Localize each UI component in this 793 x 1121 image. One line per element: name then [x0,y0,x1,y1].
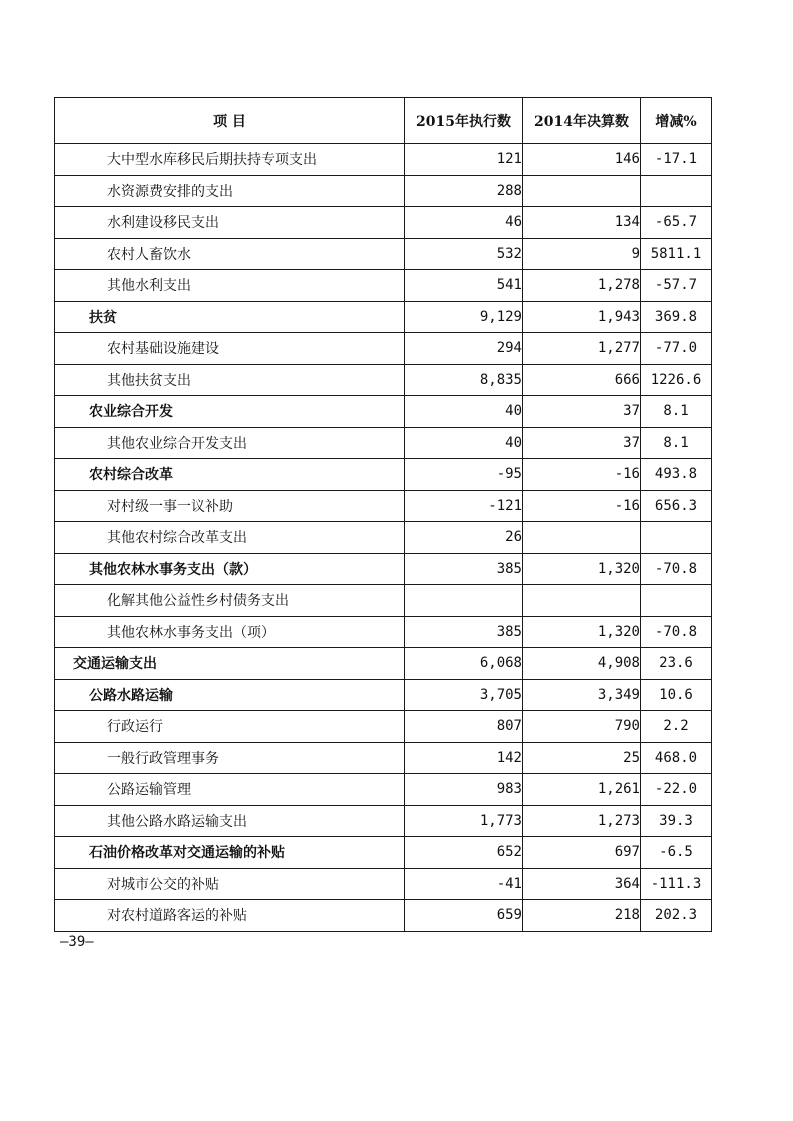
row-value-2015: -41 [405,868,523,900]
table-body [55,144,712,932]
row-item-label: 对城市公交的补贴 [55,868,405,900]
table-row [55,459,712,491]
table-row [55,711,712,743]
row-value-2015: 142 [405,742,523,774]
row-item-label: 公路水路运输 [55,679,405,711]
table-row [55,553,712,585]
row-change-percent: -111.3 [641,868,712,900]
table-row [55,427,712,459]
row-value-2014: 37 [523,396,641,428]
row-item-label: 石油价格改革对交通运输的补贴 [55,837,405,869]
row-item-label: 对村级一事一议补助 [55,490,405,522]
table-row [55,837,712,869]
row-value-2015: 46 [405,207,523,239]
row-value-2015: 807 [405,711,523,743]
row-item-label: 其他扶贫支出 [55,364,405,396]
row-value-2015: 983 [405,774,523,806]
row-change-percent: 202.3 [641,900,712,932]
row-change-percent: -70.8 [641,553,712,585]
row-value-2014: 4,908 [523,648,641,680]
row-value-2014: 1,278 [523,270,641,302]
table-row [55,805,712,837]
row-value-2014: 666 [523,364,641,396]
row-value-2014: 1,261 [523,774,641,806]
row-value-2014: 9 [523,238,641,270]
table-row [55,144,712,176]
row-item-label: 农村综合改革 [55,459,405,491]
row-item-label: 农村基础设施建设 [55,333,405,365]
row-change-percent: 468.0 [641,742,712,774]
row-value-2014: 3,349 [523,679,641,711]
row-value-2015: 121 [405,144,523,176]
row-value-2015: -95 [405,459,523,491]
row-change-percent: 39.3 [641,805,712,837]
budget-table [54,97,712,932]
row-item-label: 大中型水库移民后期扶持专项支出 [55,144,405,176]
table-row [55,522,712,554]
row-change-percent: 493.8 [641,459,712,491]
row-value-2015: 288 [405,175,523,207]
header-2014-final: 2014年决算数 [523,98,641,144]
row-value-2014 [523,175,641,207]
row-item-label: 其他农村综合改革支出 [55,522,405,554]
table-row [55,616,712,648]
header-item: 项 目 [55,98,405,144]
row-value-2015: 9,129 [405,301,523,333]
row-item-label: 对农村道路客运的补贴 [55,900,405,932]
row-value-2015: 3,705 [405,679,523,711]
table-row [55,774,712,806]
table-header-row [55,98,712,144]
row-change-percent: -6.5 [641,837,712,869]
row-value-2014 [523,585,641,617]
row-change-percent: 8.1 [641,396,712,428]
row-item-label: 扶贫 [55,301,405,333]
row-value-2015: 8,835 [405,364,523,396]
row-value-2014: 1,277 [523,333,641,365]
row-item-label: 其他农林水事务支出（款） [55,553,405,585]
table-row [55,585,712,617]
table-row [55,301,712,333]
row-value-2014: -16 [523,490,641,522]
table-row [55,396,712,428]
table-row [55,207,712,239]
row-value-2014: -16 [523,459,641,491]
row-item-label: 化解其他公益性乡村债务支出 [55,585,405,617]
row-value-2014: 697 [523,837,641,869]
row-value-2015: 26 [405,522,523,554]
row-change-percent: -65.7 [641,207,712,239]
row-value-2014: 134 [523,207,641,239]
table-row [55,175,712,207]
row-value-2015: 40 [405,396,523,428]
row-change-percent: -22.0 [641,774,712,806]
row-item-label: 其他农林水事务支出（项） [55,616,405,648]
row-change-percent: 369.8 [641,301,712,333]
row-item-label: 行政运行 [55,711,405,743]
row-change-percent: -57.7 [641,270,712,302]
row-change-percent: 2.2 [641,711,712,743]
table-row [55,364,712,396]
table-row [55,900,712,932]
header-change-percent: 增减% [641,98,712,144]
row-item-label: 公路运输管理 [55,774,405,806]
row-value-2015: 659 [405,900,523,932]
header-2015-executed: 2015年执行数 [405,98,523,144]
row-value-2015 [405,585,523,617]
row-value-2015: 385 [405,553,523,585]
row-value-2014: 1,943 [523,301,641,333]
row-item-label: 农业综合开发 [55,396,405,428]
row-value-2014: 146 [523,144,641,176]
row-change-percent: -77.0 [641,333,712,365]
row-value-2014: 1,320 [523,616,641,648]
row-value-2015: 6,068 [405,648,523,680]
row-value-2015: 40 [405,427,523,459]
table-row [55,868,712,900]
table-row [55,270,712,302]
row-value-2015: 385 [405,616,523,648]
table-row [55,648,712,680]
row-value-2015: 652 [405,837,523,869]
row-change-percent: 8.1 [641,427,712,459]
row-value-2015: 532 [405,238,523,270]
row-change-percent: 23.6 [641,648,712,680]
table-row [55,238,712,270]
row-item-label: 一般行政管理事务 [55,742,405,774]
row-item-label: 其他公路水路运输支出 [55,805,405,837]
row-value-2014: 37 [523,427,641,459]
row-value-2015: -121 [405,490,523,522]
row-value-2014: 364 [523,868,641,900]
row-value-2014: 1,273 [523,805,641,837]
row-item-label: 其他水利支出 [55,270,405,302]
row-change-percent: 656.3 [641,490,712,522]
row-change-percent [641,175,712,207]
row-value-2015: 294 [405,333,523,365]
row-value-2014: 1,320 [523,553,641,585]
row-value-2015: 541 [405,270,523,302]
row-item-label: 水利建设移民支出 [55,207,405,239]
table-row [55,742,712,774]
table-row [55,333,712,365]
row-change-percent [641,585,712,617]
row-change-percent: -17.1 [641,144,712,176]
row-item-label: 农村人畜饮水 [55,238,405,270]
row-value-2014: 25 [523,742,641,774]
row-change-percent [641,522,712,554]
row-value-2014: 790 [523,711,641,743]
page-number: —39— [60,934,94,950]
row-value-2015: 1,773 [405,805,523,837]
row-change-percent: -70.8 [641,616,712,648]
table-row [55,679,712,711]
table-row [55,490,712,522]
row-item-label: 交通运输支出 [55,648,405,680]
row-item-label: 水资源费安排的支出 [55,175,405,207]
row-value-2014 [523,522,641,554]
row-change-percent: 10.6 [641,679,712,711]
row-item-label: 其他农业综合开发支出 [55,427,405,459]
row-change-percent: 5811.1 [641,238,712,270]
row-change-percent: 1226.6 [641,364,712,396]
row-value-2014: 218 [523,900,641,932]
